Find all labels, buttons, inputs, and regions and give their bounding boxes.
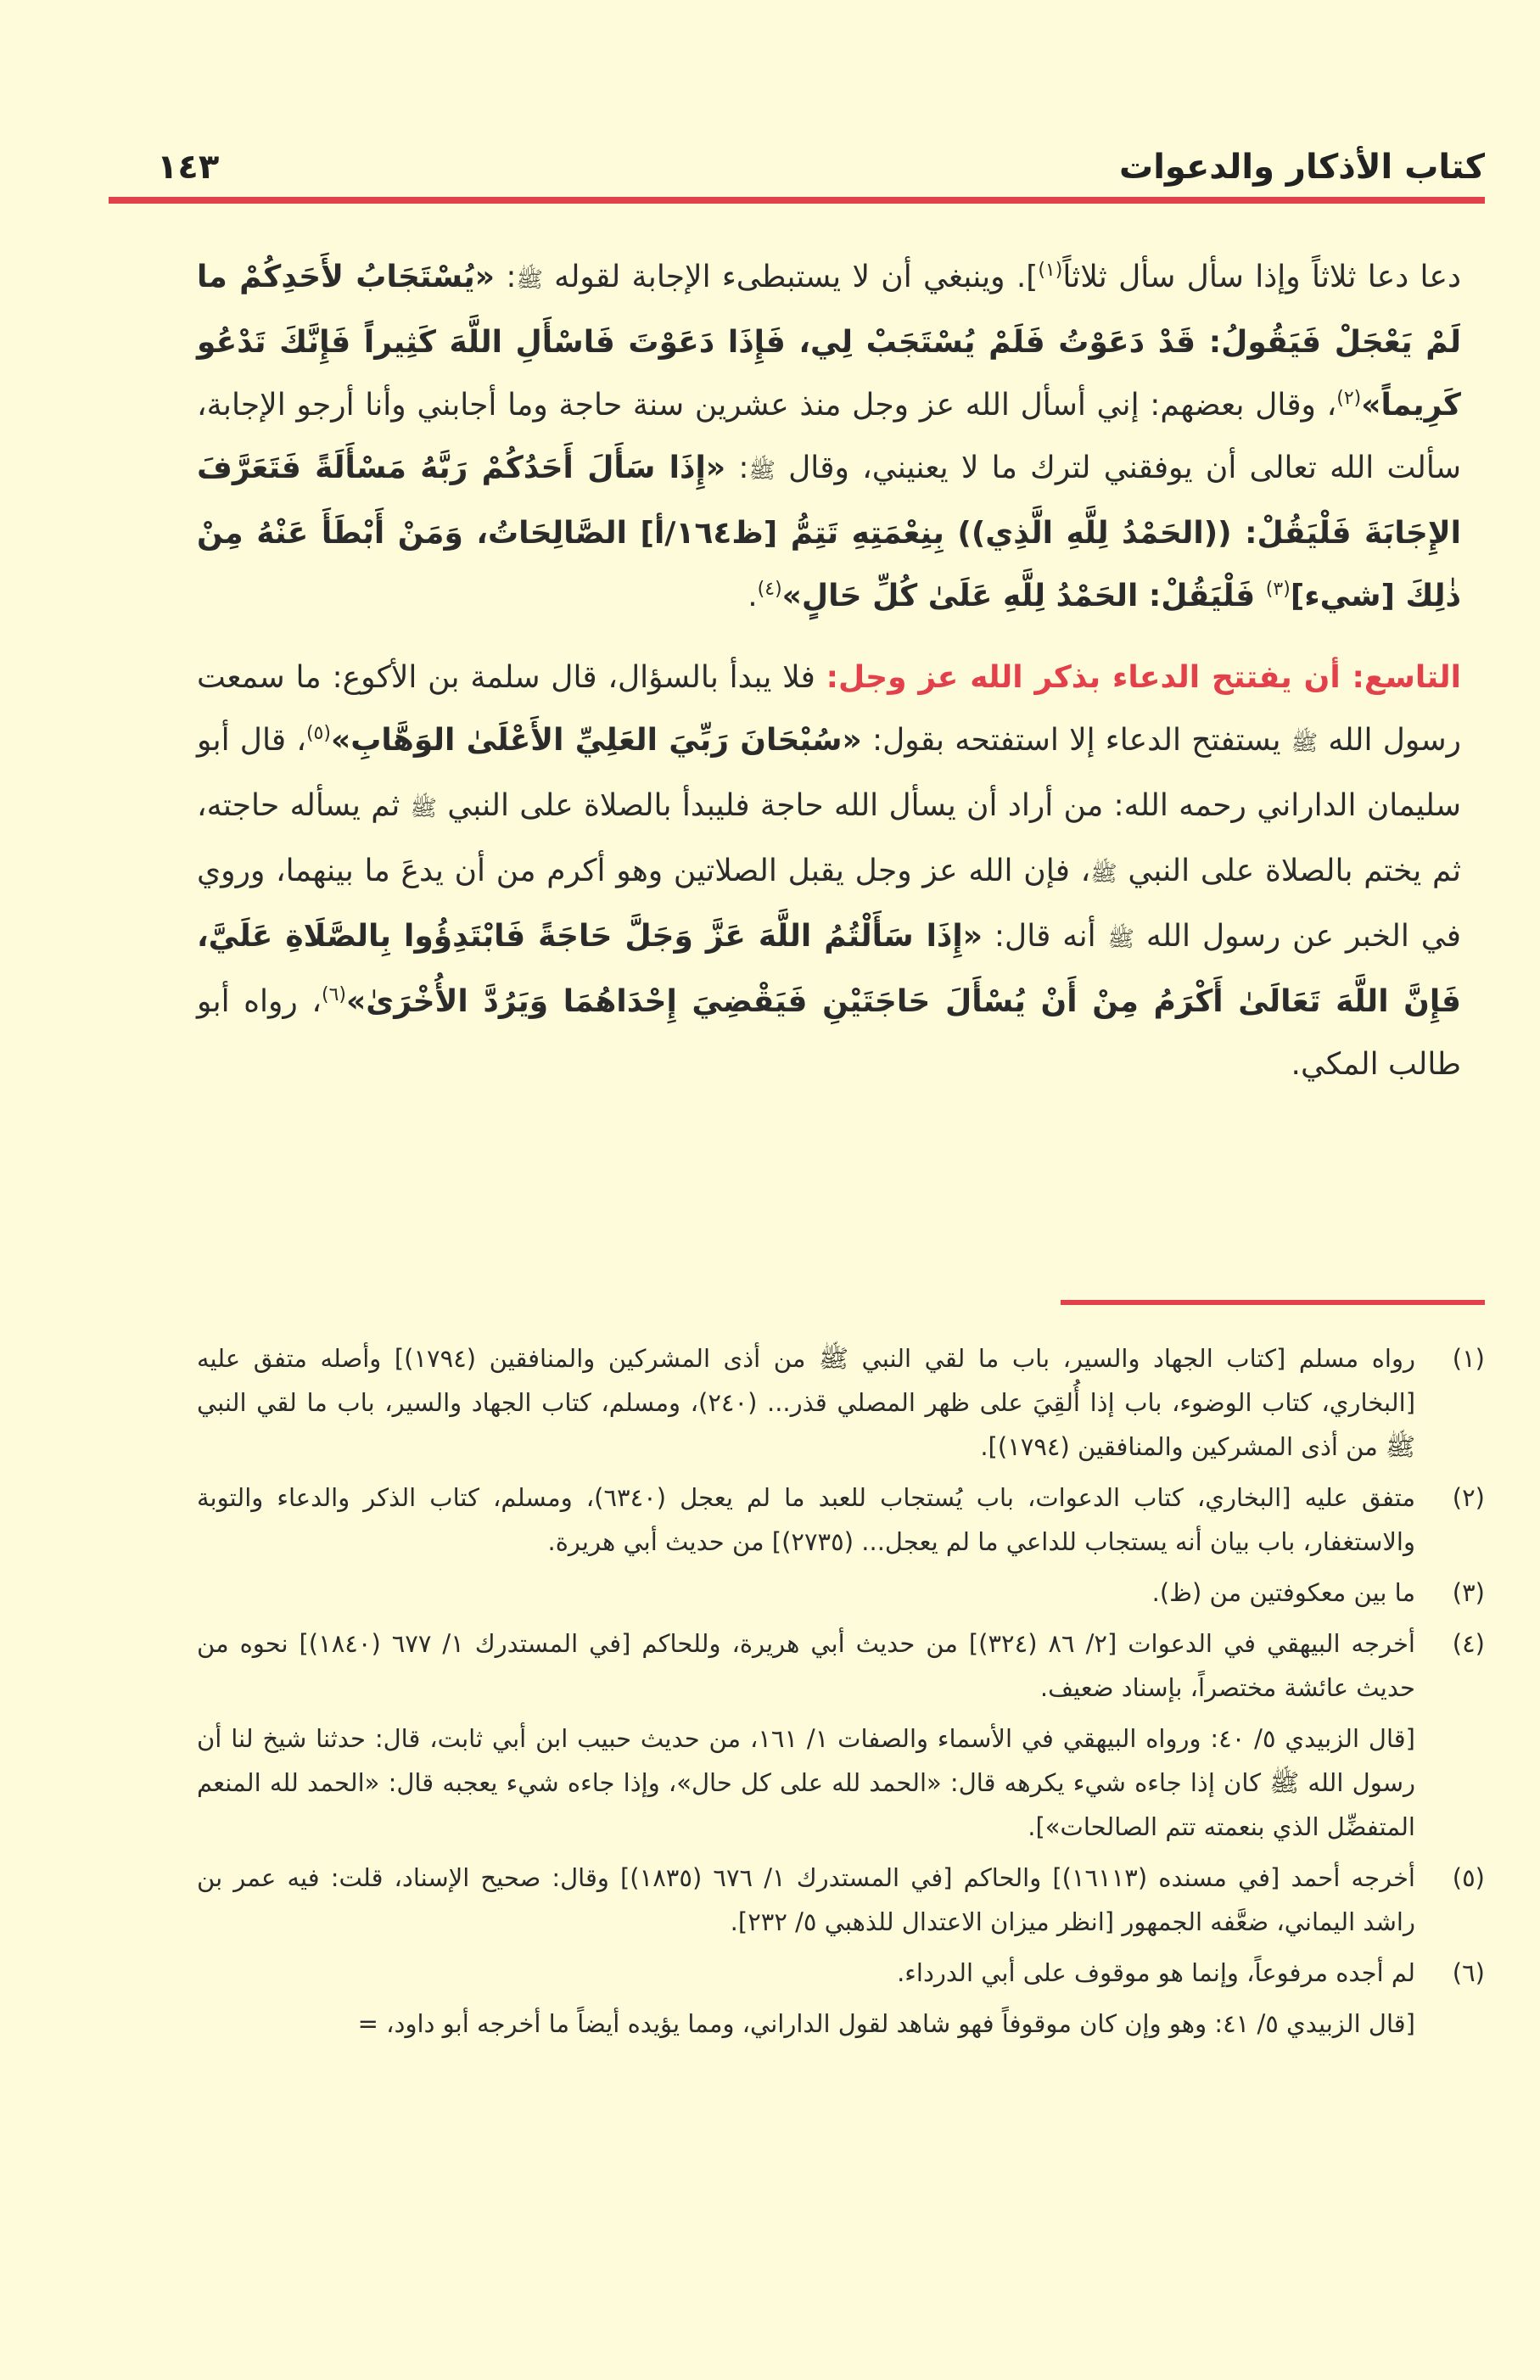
text-run: أنه قال: <box>983 919 1108 954</box>
section-heading: أن يفتتح الدعاء بذكر الله عز وجل: <box>826 660 1341 695</box>
hadith-quote: «يُسْتَجَابُ لأَحَدِكُمْ ما لَمْ يَعْجَلْ فَيَقُولُ: قَدْ دَعَوْتُ فَلَمْ يُسْتَجَبْ لِي، فَإِذَا دَعَوْتَ فَاسْأَلِ اللَّهَ كَثِيراً فَإِنَّكَ تَدْعُو كَرِيماً» <box>197 260 1461 423</box>
footnote-4 <box>197 1621 1485 1710</box>
salawat-ligature-icon: ﷺ <box>748 458 776 484</box>
footnote-number: (٢) <box>1452 1483 1485 1512</box>
paragraph-2 <box>197 647 1461 1096</box>
footnote-6 <box>197 1951 1485 1995</box>
footnote-number: (٦) <box>1452 1958 1485 1987</box>
footnote-1 <box>197 1336 1485 1469</box>
chapter-title: كتاب الأذكار والدعوات <box>1119 148 1485 187</box>
paragraph-1 <box>197 246 1461 628</box>
footnote-number: (٥) <box>1452 1863 1485 1892</box>
footnote-ref-4[interactable]: (٤) <box>757 579 782 600</box>
footnote-text: أخرجه أحمد [في مسنده (١٦١١٣)] والحاكم [في المستدرك ١/ ٦٧٦ (١٨٣٥)] وقال: صحيح الإسناد، قلت: فيه عمر بن راشد اليماني، ضعَّفه الجمهور [انظر ميزان الاعتدال للذهبي ٥/ ٢٣٢]. <box>197 1863 1415 1936</box>
page-number: ١٤٣ <box>157 148 220 187</box>
text-run: ]. وينبغي أن لا يستبطىء الإجابة لقوله <box>542 260 1039 294</box>
text-run: : <box>495 260 517 294</box>
footnote-number: (٣) <box>1452 1578 1485 1607</box>
salawat-ligature-icon: ﷺ <box>1090 861 1117 887</box>
header-divider <box>109 197 1485 204</box>
text-run: ، وقال بعضهم: إني أسأل الله عز وجل منذ عشرين سنة حاجة وما أجابني وأنا أرجو الإجابة، سألت الله تعالى أن يوفقني لترك ما لا يعنيني، وقال <box>197 388 1461 485</box>
footnote-text: متفق عليه [البخاري، كتاب الدعوات، باب يُستجاب للعبد ما لم يعجل (٦٣٤٠)، ومسلم، كتاب الذكر والدعاء والتوبة والاستغفار، باب بيان أنه يستجاب للداعي ما لم يعجل... (٢٧٣٥)] من حديث أبي هريرة. <box>197 1483 1415 1556</box>
footnote-4-commentary: [قال الزبيدي ٥/ ٤٠: ورواه البيهقي في الأسماء والصفات ١/ ١٦١، من حديث حبيب ابن أبي ثابت، قال: حدثنا شيخ لنا أن رسول الله ﷺ كان إذا جاءه شيء يكرهه قال: «الحمد لله على كل حال»، وإذا جاءه شيء يعجبه قال: «الحمد لله المنعم المتفضِّل الذي بنعمته تتم الصالحات»]. <box>197 1724 1415 1841</box>
hadith-quote: فَلْيَقُلْ: الحَمْدُ لِلَّهِ عَلَىٰ كُلِّ حَالٍ» <box>781 579 1266 613</box>
text-run: فلا يبدأ بالسؤال، قال سلمة بن الأكوع: ما سمعت رسول الله <box>197 660 1461 758</box>
footnote-ref-2[interactable]: (٢) <box>1336 388 1362 409</box>
footnote-ref-5[interactable]: (٥) <box>305 723 331 744</box>
footnote-text: رواه مسلم [كتاب الجهاد والسير، باب ما لقي النبي ﷺ من أذى المشركين والمنافقين (١٧٩٤)] وأصله متفق عليه [البخاري، كتاب الوضوء، باب إذا أُلقِيَ على ظهر المصلي قذر... (٢٤٠)، ومسلم، كتاب الجهاد والسير، باب ما لقي النبي ﷺ من أذى المشركين والمنافقين (١٧٩٤)]. <box>197 1344 1416 1461</box>
text-run: يستفتح الدعاء إلا استفتحه بقول: <box>861 723 1291 758</box>
footnote-text: أخرجه البيهقي في الدعوات [٢/ ٨٦ (٣٢٤)] من حديث أبي هريرة، وللحاكم [في المستدرك ١/ ٦٧٧ (١٨٤٠)] نحوه من حديث عائشة مختصراً، بإسناد ضعيف. <box>197 1629 1415 1702</box>
footnote-ref-1[interactable]: (١) <box>1038 260 1063 281</box>
footnote-3 <box>197 1571 1485 1615</box>
footnote-divider <box>1061 1300 1485 1305</box>
salawat-ligature-icon: ﷺ <box>1291 731 1319 756</box>
running-header <box>157 127 1485 187</box>
text-run: دعا دعا ثلاثاً وإذا سأل سأل ثلاثاً <box>1062 260 1461 294</box>
footnote-ref-3[interactable]: (٣) <box>1265 579 1291 600</box>
footnote-text: لم أجده مرفوعاً، وإنما هو موقوف على أبي الدرداء. <box>897 1958 1415 1987</box>
section-label: التاسع: <box>1340 660 1461 695</box>
footnote-2 <box>197 1476 1485 1564</box>
text-run: ، رواه أبو طالب المكي. <box>197 984 1461 1082</box>
text-run: ، قال أبو سليمان الداراني رحمه الله: من أراد أن يسأل الله حاجة فليبدأ بالصلاة على النبي <box>197 723 1461 823</box>
text-run: : <box>725 451 749 485</box>
footnote-5 <box>197 1856 1485 1944</box>
footnote-ref-6[interactable]: (٦) <box>321 984 346 1005</box>
text-run: . <box>748 579 758 613</box>
footnote-number: (١) <box>1452 1344 1485 1373</box>
text-run: ، فإن الله عز وجل يقبل الصلاتين وهو أكرم من أن يدعَ ما بينهما، وروي في الخبر عن رسول الله <box>197 854 1461 954</box>
footnote-text: ما بين معكوفتين من (ظ). <box>1151 1578 1415 1607</box>
text-run: ثم يسأله حاجته، ثم يختم بالصلاة على النبي <box>197 788 1461 888</box>
salawat-ligature-icon: ﷺ <box>516 267 543 293</box>
footnotes <box>197 1336 1485 2052</box>
footnote-number: (٤) <box>1452 1629 1485 1658</box>
hadith-quote: «إِذَا سَأَلْتُمُ اللَّهَ عَزَّ وَجَلَّ حَاجَةً فَابْتَدِؤُوا بِالصَّلَاةِ عَلَيَّ، فَإِنَّ اللَّهَ تَعَالَىٰ أَكْرَمُ مِنْ أَنْ يُسْأَلَ حَاجَتَيْنِ فَيَقْضِيَ إِحْدَاهُمَا وَيَرُدَّ الأُخْرَىٰ» <box>197 919 1461 1019</box>
main-text <box>197 246 1461 1096</box>
salawat-ligature-icon: ﷺ <box>410 796 437 821</box>
footnote-6-commentary: [قال الزبيدي ٥/ ٤١: وهو وإن كان موقوفاً فهو شاهد لقول الداراني، ومما يؤيده أيضاً ما أخرجه أبو داود، = <box>357 2009 1415 2038</box>
hadith-quote: «إِذَا سَأَلَ أَحَدُكُمْ رَبَّهُ مَسْأَلَةً فَتَعَرَّفَ الإِجَابَةَ فَلْيَقُلْ: ((الحَمْدُ لِلَّهِ الَّذِي)) بِنِعْمَتِهِ تَتِمُّ [ظ١٦٤/أ] الصَّالِحَاتُ، وَمَنْ أَبْطَأَ عَنْهُ مِنْ ذٰلِكَ [شيء] <box>197 451 1462 613</box>
hadith-quote: «سُبْحَانَ رَبِّيَ العَلِيِّ الأَعْلَىٰ الوَهَّابِ» <box>330 723 862 758</box>
salawat-ligature-icon: ﷺ <box>1107 927 1134 952</box>
